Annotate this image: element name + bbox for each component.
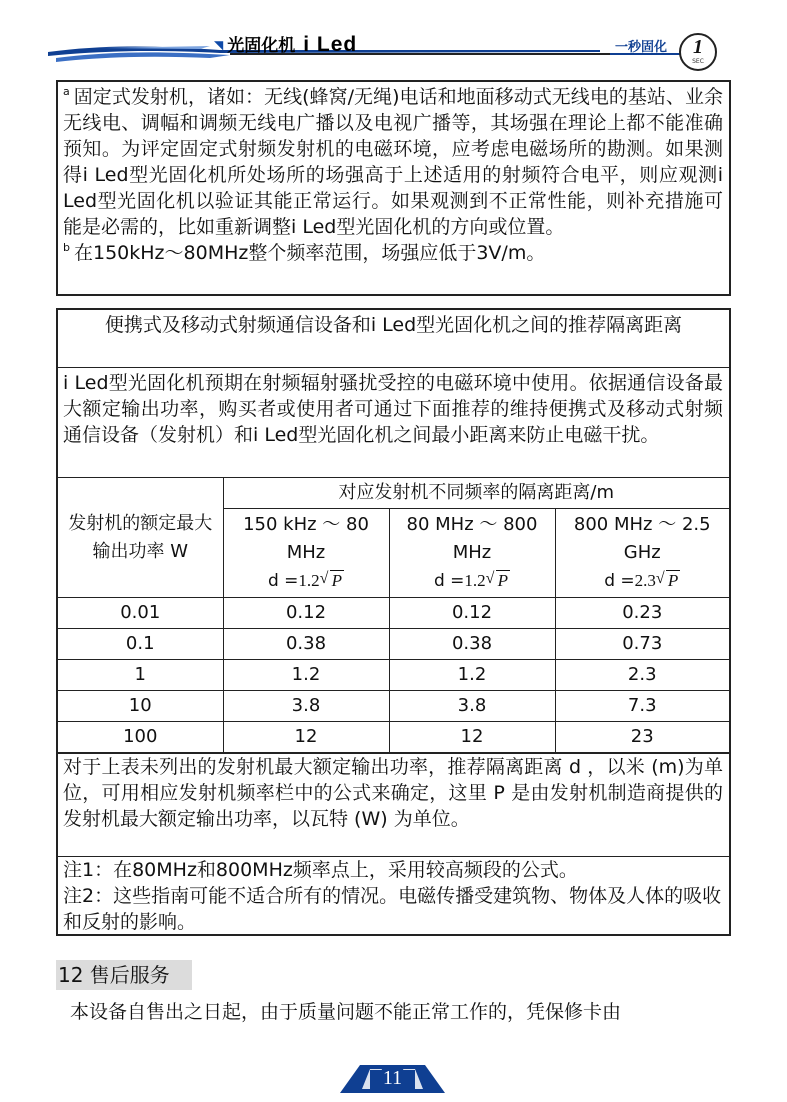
table-cell: 10 — [58, 691, 223, 722]
freq-column-header — [555, 509, 729, 598]
table-footnotes — [58, 857, 729, 941]
table-cell: 1.2 — [389, 660, 555, 691]
note-b — [63, 240, 723, 266]
separation-distance-table — [56, 308, 731, 936]
table-cell: 0.38 — [389, 629, 555, 660]
table-cell: 1.2 — [223, 660, 389, 691]
footnote-1: 注1：在80MHz和800MHz频率点上，采用较高频段的公式。 — [63, 859, 578, 881]
badge-number: 1 — [693, 36, 703, 58]
formula: d =1.2√ P — [224, 567, 389, 595]
table-cell: 0.23 — [555, 598, 729, 629]
badge-unit: SEC — [692, 58, 704, 65]
note-a-text: 固定式发射机，诸如：无线(蜂窝/无绳)电话和地面移动式无线电的基站、业余无线电、调幅和调频无线电广播以及电视广播等，其场强在理论上都不能准确预知。为评定固定式射频发射机的电磁环境，应考虑电磁场所的勘测。如果测得i Led型光固化机所处场所的场强高于上述适用的射频符合电平，则应观测i Led型光固化机以验证其能正常运行。如果观测到不正常性能，则补充措施可能是必需的，比如重新调整i Led型光固化机的方向或位置。 — [63, 86, 723, 238]
table-cell: 0.12 — [223, 598, 389, 629]
note-a — [63, 84, 723, 240]
table-cell: 3.8 — [389, 691, 555, 722]
table-cell: 23 — [555, 722, 729, 753]
distance-grid — [58, 478, 729, 753]
slogan: 一秒固化 — [615, 40, 668, 55]
table-row — [58, 691, 729, 722]
table-cell: 100 — [58, 722, 223, 753]
table-cell: 1 — [58, 660, 223, 691]
brand-title — [214, 31, 357, 57]
formula: d =1.2√ P — [390, 567, 555, 595]
table-cell: 0.01 — [58, 598, 223, 629]
note-b-marker: b — [63, 241, 70, 254]
table-note: 对于上表未列出的发射机最大额定输出功率，推荐隔离距离 d ，以米 (m)为单位，可用相应发射机频率栏中的公式来确定，这里 P 是由发射机制造商提供的发射机最大额定输出功率，以瓦特 (W) 为单位。 — [58, 754, 729, 857]
page-footer — [340, 1065, 445, 1097]
table-row — [58, 629, 729, 660]
note-a-marker: a — [63, 85, 70, 98]
table-cell: 0.73 — [555, 629, 729, 660]
table-title: 便携式及移动式射频通信设备和i Led型光固化机之间的推荐隔离距离 — [58, 310, 729, 368]
freq-range: 800 MHz ～ 2.5 GHz — [573, 514, 711, 563]
table-cell: 12 — [223, 722, 389, 753]
freq-range: 150 kHz ～ 80 MHz — [243, 514, 369, 563]
table-header-row — [58, 478, 729, 509]
section-heading: 12 售后服务 — [56, 960, 192, 990]
formula: d =2.3√ P — [556, 567, 730, 595]
footnote-2: 注2：这些指南可能不适合所有的情况。电磁传播受建筑物、物体及人体的吸收和反射的影响。 — [63, 885, 722, 933]
brand-led: i Led — [303, 33, 358, 56]
emc-notes-box — [56, 80, 731, 296]
sqrt-symbol: √ P — [320, 567, 344, 595]
section-body: 本设备自售出之日起，由于质量问题不能正常工作的，凭保修卡由 — [70, 1001, 622, 1023]
sqrt-symbol: √ P — [486, 567, 510, 595]
freq-column-header — [389, 509, 555, 598]
table-row — [58, 660, 729, 691]
brand-mark-icon: ◥ — [214, 38, 224, 52]
one-second-badge — [679, 33, 717, 71]
table-cell: 7.3 — [555, 691, 729, 722]
table-row — [58, 598, 729, 629]
table-intro: i Led型光固化机预期在射频辐射骚扰受控的电磁环境中使用。依据通信设备最大额定输出功率，购买者或使用者可通过下面推荐的维持便携式及移动式射频通信设备（发射机）和i Led型光固化机之间最小距离来防止电磁干扰。 — [58, 368, 729, 478]
brand-cn: 光固化机 — [227, 36, 296, 56]
distance-span-header: 对应发射机不同频率的隔离距离/m — [223, 478, 729, 509]
sqrt-symbol: √ P — [656, 567, 680, 595]
table-cell: 12 — [389, 722, 555, 753]
page-number: 11 — [382, 1067, 403, 1089]
table-cell: 0.1 — [58, 629, 223, 660]
header-swoosh-graphic — [0, 0, 787, 72]
table-grid-wrapper — [58, 478, 729, 754]
freq-column-header — [223, 509, 389, 598]
table-cell: 0.38 — [223, 629, 389, 660]
power-column-header: 发射机的额定最大输出功率 W — [58, 478, 223, 598]
page-header — [0, 0, 787, 72]
table-cell: 0.12 — [389, 598, 555, 629]
table-cell: 3.8 — [223, 691, 389, 722]
table-cell: 2.3 — [555, 660, 729, 691]
table-row — [58, 722, 729, 753]
note-b-text: 在150kHz～80MHz整个频率范围，场强应低于3V/m。 — [73, 242, 546, 264]
freq-range: 80 MHz ～ 800 MHz — [406, 514, 538, 563]
